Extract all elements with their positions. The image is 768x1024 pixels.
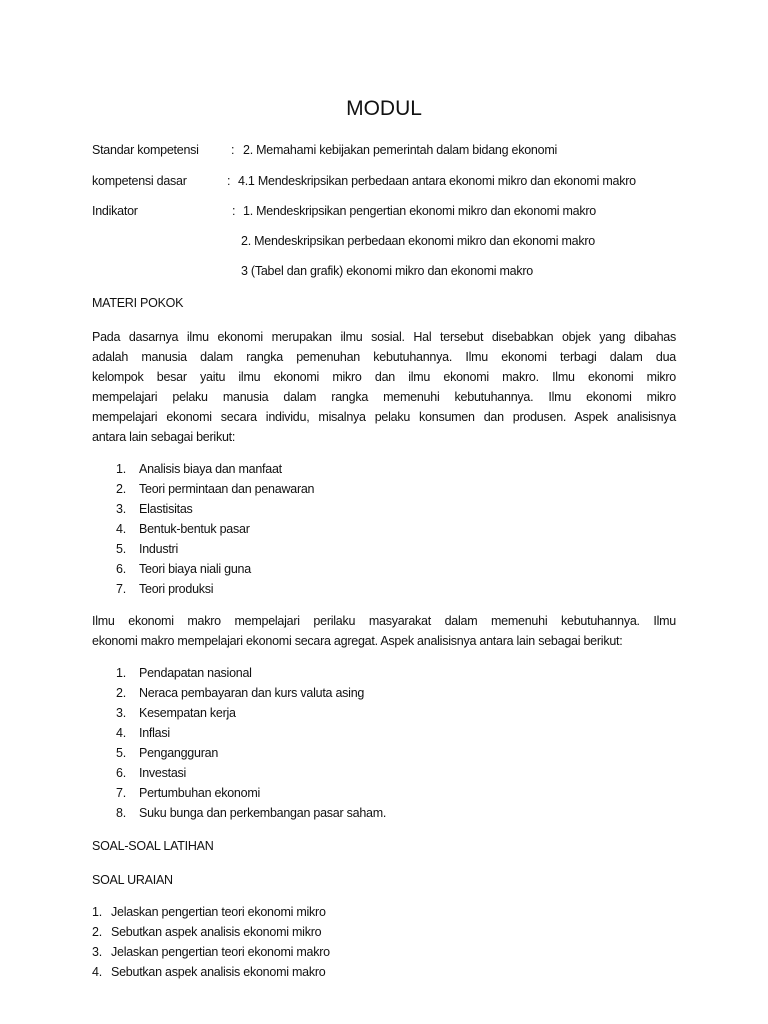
header-value: 1. Mendeskripsikan pengertian ekonomi mikro dan ekonomi makro	[243, 204, 596, 218]
paragraph-line: mempelajari ekonomi secara individu, misalnya pelaku konsumen dan produsen. Aspek analisisnya	[92, 410, 676, 424]
paragraph-line: ekonomi makro mempelajari ekonomi secara agregat. Aspek analisisnya antara lain sebagai berikut:	[92, 634, 623, 648]
list-text: Suku bunga dan perkembangan pasar saham.	[139, 806, 387, 820]
list-number: 7.	[116, 582, 126, 596]
list-number: 5.	[116, 542, 126, 556]
list-text: Pengangguran	[139, 746, 219, 760]
list-text: Inflasi	[139, 726, 170, 740]
paragraph-line: Pada dasarnya ilmu ekonomi merupakan ilmu sosial. Hal tersebut disebabkan objek yang dibahas	[92, 330, 676, 344]
soal-heading: SOAL-SOAL LATIHAN	[92, 839, 214, 853]
list-number: 4.	[92, 965, 102, 979]
list-number: 3.	[116, 502, 126, 516]
paragraph-line: mempelajari pelaku manusia dalam rangka memenuhi kebutuhannya. Ilmu ekonomi mikro	[92, 390, 676, 404]
list-number: 3.	[116, 706, 126, 720]
paragraph-line: antara lain sebagai berikut:	[92, 430, 236, 444]
header-label: kompetensi dasar	[92, 174, 187, 188]
header-label: Standar kompetensi	[92, 143, 199, 157]
header-sep: :	[227, 174, 231, 188]
list-text: Neraca pembayaran dan kurs valuta asing	[139, 686, 365, 700]
list-text: Jelaskan pengertian teori ekonomi mikro	[111, 905, 326, 919]
list-number: 2.	[116, 686, 126, 700]
list-number: 4.	[116, 522, 126, 536]
list-number: 3.	[92, 945, 102, 959]
indikator-item: 2. Mendeskripsikan perbedaan ekonomi mikro dan ekonomi makro	[241, 234, 595, 248]
list-number: 4.	[116, 726, 126, 740]
list-text: Teori biaya niali guna	[139, 562, 251, 576]
list-number: 6.	[116, 562, 126, 576]
paragraph-line: adalah manusia dalam rangka pemenuhan kebutuhannya. Ilmu ekonomi terbagi dalam dua	[92, 350, 676, 364]
list-number: 5.	[116, 746, 126, 760]
list-number: 8.	[116, 806, 126, 820]
list-text: Pertumbuhan ekonomi	[139, 786, 261, 800]
list-number: 1.	[116, 666, 126, 680]
list-text: Investasi	[139, 766, 187, 780]
paragraph-line: kelompok besar yaitu ilmu ekonomi mikro dan ilmu ekonomi makro. Ilmu ekonomi mikro	[92, 370, 676, 384]
list-text: Teori produksi	[139, 582, 214, 596]
header-value: 4.1 Mendeskripsikan perbedaan antara ekonomi mikro dan ekonomi makro	[238, 174, 636, 188]
indikator-item: 3 (Tabel dan grafik) ekonomi mikro dan ekonomi makro	[241, 264, 533, 278]
list-number: 1.	[116, 462, 126, 476]
list-number: 1.	[92, 905, 102, 919]
list-text: Analisis biaya dan manfaat	[139, 462, 282, 476]
document-title: MODUL	[346, 97, 422, 120]
list-number: 2.	[92, 925, 102, 939]
header-sep: :	[231, 143, 235, 157]
uraian-heading: SOAL URAIAN	[92, 873, 173, 887]
list-text: Elastisitas	[139, 502, 193, 516]
header-label: Indikator	[92, 204, 138, 218]
list-text: Jelaskan pengertian teori ekonomi makro	[111, 945, 330, 959]
list-number: 7.	[116, 786, 126, 800]
list-text: Sebutkan aspek analisis ekonomi makro	[111, 965, 326, 979]
header-value: 2. Memahami kebijakan pemerintah dalam bidang ekonomi	[243, 143, 558, 157]
header-sep: :	[232, 204, 236, 218]
list-text: Bentuk-bentuk pasar	[139, 522, 250, 536]
materi-heading: MATERI POKOK	[92, 296, 184, 310]
list-text: Kesempatan kerja	[139, 706, 236, 720]
list-text: Teori permintaan dan penawaran	[139, 482, 315, 496]
list-number: 2.	[116, 482, 126, 496]
paragraph-line: Ilmu ekonomi makro mempelajari perilaku masyarakat dalam memenuhi kebutuhannya. Ilmu	[92, 614, 676, 628]
list-number: 6.	[116, 766, 126, 780]
list-text: Pendapatan nasional	[139, 666, 252, 680]
list-text: Sebutkan aspek analisis ekonomi mikro	[111, 925, 322, 939]
list-text: Industri	[139, 542, 178, 556]
